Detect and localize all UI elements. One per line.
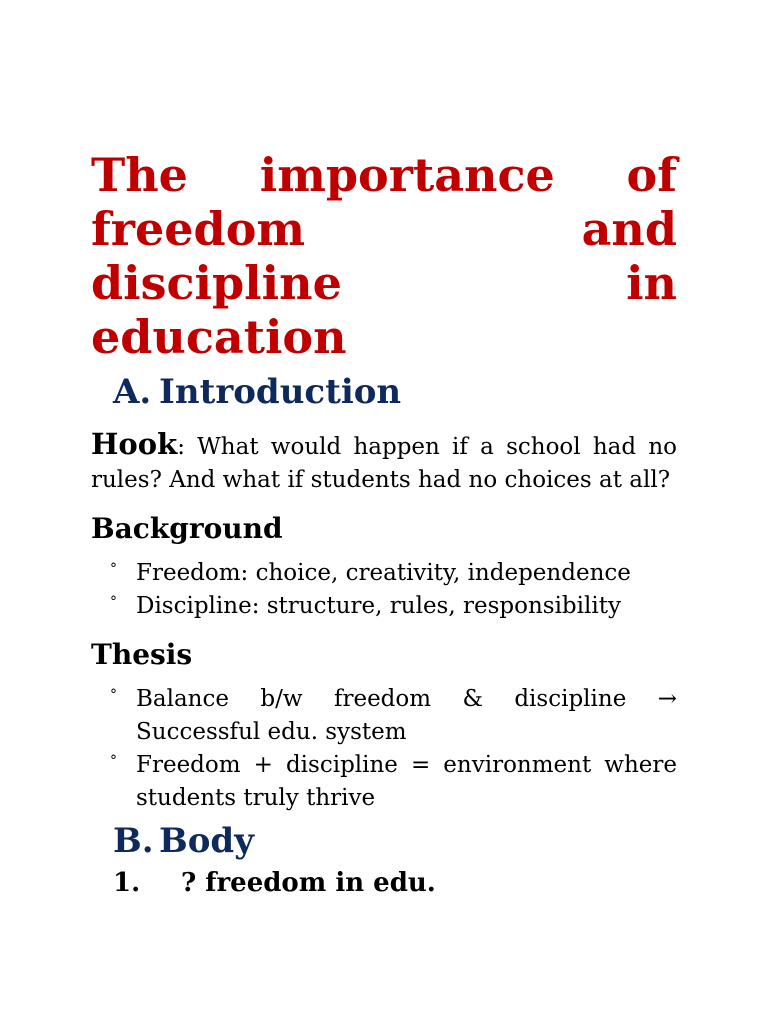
body-point-text: ? freedom in edu. bbox=[181, 868, 436, 898]
bullet-marker: ° bbox=[110, 687, 117, 703]
bullet-marker: ° bbox=[110, 594, 117, 610]
section-heading-body bbox=[113, 819, 677, 863]
hook-text: : What would happen if a school had no rules? And what if students had no choices at all? bbox=[91, 434, 677, 493]
list-item-text: Freedom: choice, creativity, independence bbox=[136, 560, 631, 586]
list-item bbox=[91, 557, 677, 590]
background-list bbox=[91, 557, 677, 623]
list-item bbox=[91, 683, 677, 749]
list-item-text: Discipline: structure, rules, responsibility bbox=[136, 593, 621, 619]
hook-paragraph bbox=[91, 428, 677, 497]
section-label: Introduction bbox=[159, 372, 402, 412]
list-item bbox=[91, 749, 677, 815]
list-item bbox=[91, 590, 677, 623]
hook-label: Hook bbox=[91, 427, 178, 461]
section-letter: A. bbox=[113, 372, 152, 412]
thesis-heading: Thesis bbox=[91, 638, 193, 671]
background-heading: Background bbox=[91, 512, 283, 545]
bullet-marker: ° bbox=[110, 753, 117, 769]
body-point-number: 1. bbox=[113, 868, 141, 898]
document-title: The importance of freedom and discipline in education bbox=[91, 148, 677, 364]
section-letter: B. bbox=[113, 821, 154, 861]
section-heading-introduction bbox=[113, 370, 677, 414]
thesis-list bbox=[91, 683, 677, 815]
list-item-text: Freedom + discipline = environment where students truly thrive bbox=[136, 752, 677, 811]
list-item-text: Balance b/w freedom & discipline → Successful edu. system bbox=[136, 686, 677, 745]
section-label: Body bbox=[159, 821, 254, 861]
bullet-marker: ° bbox=[110, 561, 117, 577]
body-point bbox=[113, 865, 677, 901]
